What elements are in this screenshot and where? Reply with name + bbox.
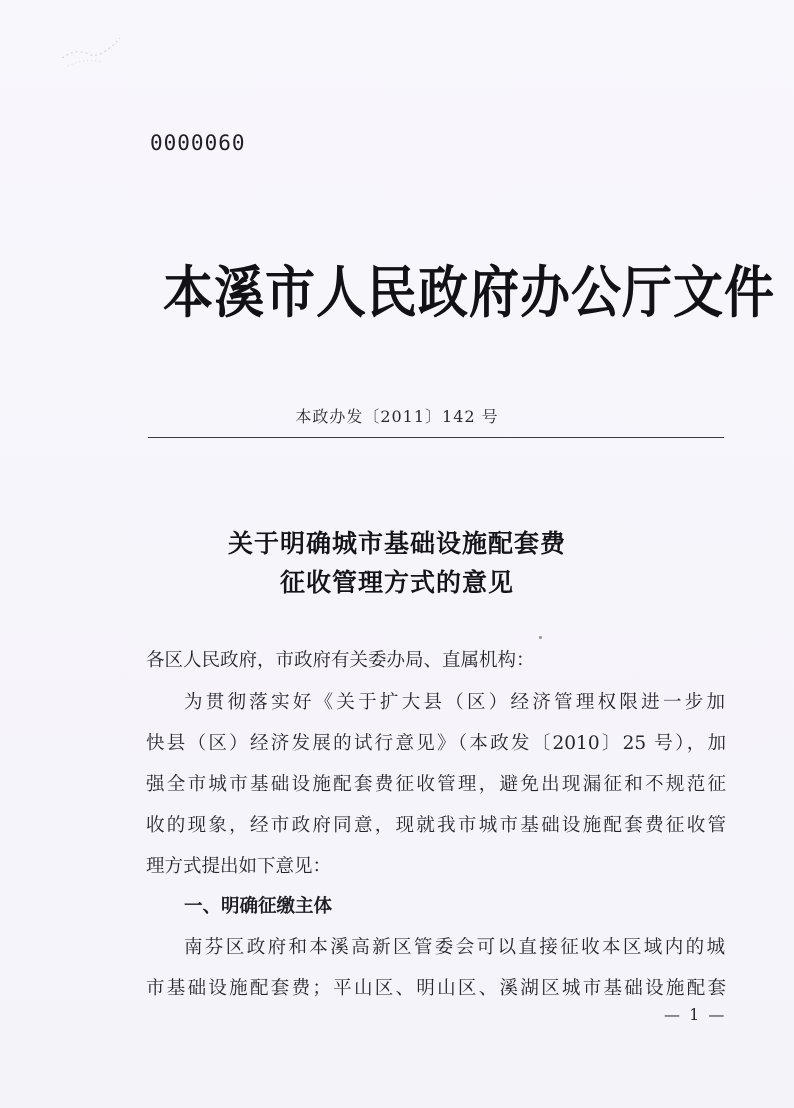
paragraph-line: 南芬区政府和本溪高新区管委会可以直接征收本区域内的城 — [184, 937, 725, 958]
issuer-title: 本溪市人民政府办公厅文件 — [163, 259, 775, 326]
paragraph-line: 快县（区）经济发展的试行意见》（本政发〔2010〕25 号），加 — [146, 733, 726, 754]
paragraph-line: 强全市城市基础设施配套费征收管理，避免出现漏征和不规范征 — [146, 774, 726, 795]
scan-speck — [539, 636, 542, 639]
paragraph-line: 理方式提出如下意见： — [146, 856, 332, 877]
scan-smudge-mark — [58, 28, 128, 70]
section-heading: 一、明确征缴主体 — [184, 896, 333, 917]
subtitle-line-2: 征收管理方式的意见 — [279, 568, 514, 597]
issue-number: 本政办发〔2011〕142 号 — [295, 407, 499, 426]
paragraph-line: 为贯彻落实好《关于扩大县（区）经济管理权限进一步加 — [184, 692, 725, 713]
archive-number: 0000060 — [150, 131, 246, 155]
header-divider — [148, 437, 724, 438]
addressee-line: 各区人民政府，市政府有关委办局、直属机构： — [146, 650, 535, 671]
paragraph-line: 收的现象，经市政府同意，现就我市城市基础设施配套费征收管 — [146, 815, 726, 836]
subtitle-line-1: 关于明确城市基础设施配套费 — [227, 529, 566, 558]
page-number: — 1 — — [664, 1005, 727, 1024]
paragraph-line: 市基础设施配套费；平山区、明山区、溪湖区城市基础设施配套 — [146, 978, 726, 999]
